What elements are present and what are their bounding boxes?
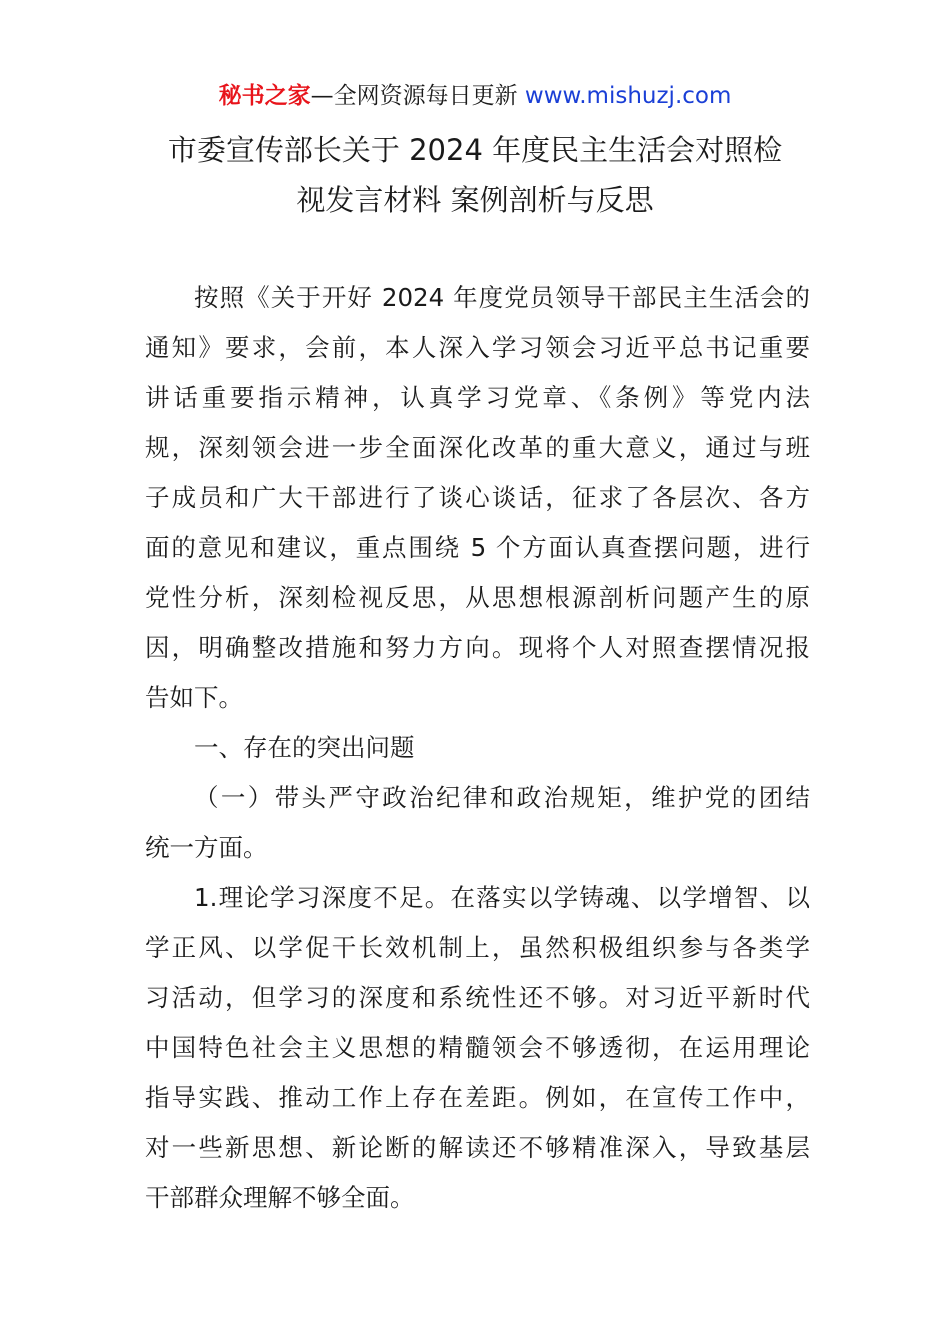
- paragraph-line: 指导实践、推动工作上存在差距。例如，在宣传工作中，: [145, 1083, 810, 1112]
- paragraph-line: 干部群众理解不够全面。: [145, 1183, 415, 1212]
- site-header: [0, 80, 950, 112]
- paragraph-line: 子成员和广大干部进行了谈心谈话，征求了各层次、各方: [145, 483, 810, 512]
- section-heading: 一、存在的突出问题: [194, 733, 415, 762]
- paragraph-line: 告如下。: [145, 683, 243, 712]
- paragraph-line: 通知》要求，会前，本人深入学习领会习近平总书记重要: [145, 333, 810, 362]
- subsection-heading-line: 统一方面。: [145, 833, 268, 862]
- subsection-heading-line: （一）带头严守政治纪律和政治规矩，维护党的团结: [194, 783, 810, 812]
- paragraph-line: 面的意见和建议，重点围绕 5 个方面认真查摆问题，进行: [145, 533, 810, 562]
- paragraph-line: 党性分析，深刻检视反思，从思想根源剖析问题产生的原: [145, 583, 810, 612]
- paragraph-line: 规，深刻领会进一步全面深化改革的重大意义，通过与班: [145, 433, 810, 462]
- paragraph-line: 学正风、以学促干长效机制上，虽然积极组织参与各类学: [145, 933, 810, 962]
- paragraph-line: 1.理论学习深度不足。在落实以学铸魂、以学增智、以: [194, 883, 810, 912]
- paragraph-line: 因，明确整改措施和努力方向。现将个人对照查摆情况报: [145, 633, 810, 662]
- paragraph-line: 中国特色社会主义思想的精髓领会不够透彻，在运用理论: [145, 1033, 810, 1062]
- site-url-link[interactable]: www.mishuzj.com: [524, 83, 732, 109]
- paragraph-line: 习活动，但学习的深度和系统性还不够。对习近平新时代: [145, 983, 810, 1012]
- document-title-line-1: 市委宣传部长关于 2024 年度民主生活会对照检: [167, 133, 783, 167]
- document-title-line-2: 视发言材料 案例剖析与反思: [296, 183, 654, 217]
- paragraph-line: 按照《关于开好 2024 年度党员领导干部民主生活会的: [194, 283, 810, 312]
- brand-name: 秘书之家: [218, 83, 311, 109]
- paragraph-line: 讲话重要指示精神，认真学习党章、《条例》等党内法: [145, 383, 810, 412]
- paragraph-line: 对一些新思想、新论断的解读还不够精准深入，导致基层: [145, 1133, 810, 1162]
- header-tagline: —全网资源每日更新: [310, 83, 525, 109]
